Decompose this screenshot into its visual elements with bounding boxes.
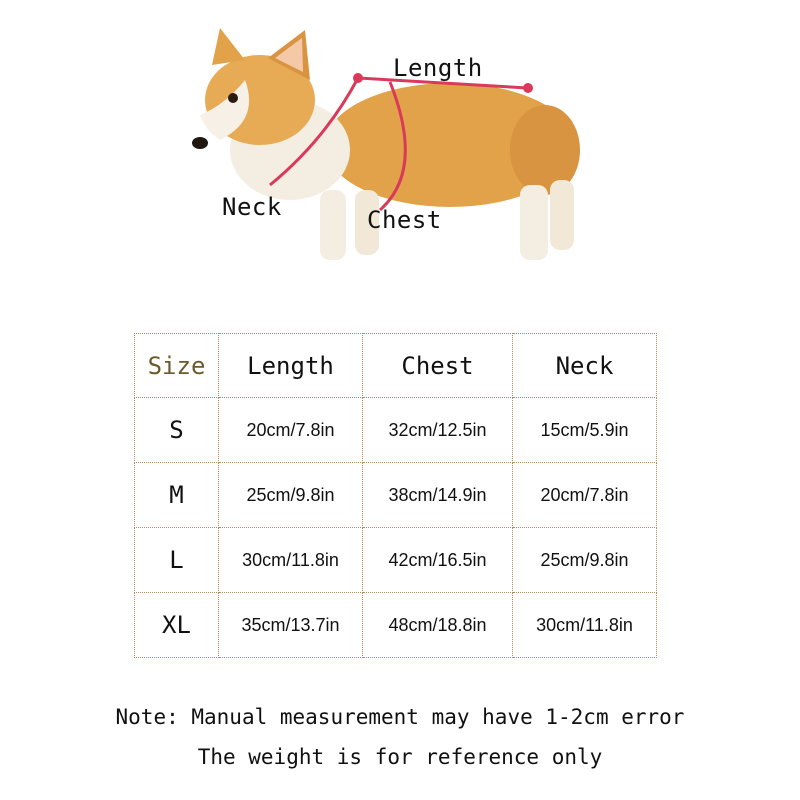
header-neck: Neck	[513, 334, 657, 398]
weight-reference-note: The weight is for reference only	[197, 745, 603, 769]
chest-cell: 42cm/16.5in	[363, 528, 513, 593]
size-chart-table	[134, 333, 657, 658]
header-size: Size	[135, 334, 219, 398]
dog-rear-leg-left	[520, 185, 548, 260]
dog-rear-leg-right	[550, 180, 574, 250]
header-length: Length	[219, 334, 363, 398]
length-cell: 20cm/7.8in	[219, 398, 363, 463]
length-end-dot	[523, 83, 533, 93]
neck-cell: 20cm/7.8in	[513, 463, 657, 528]
chest-cell: 48cm/18.8in	[363, 593, 513, 658]
corgi-measurement-diagram	[150, 20, 630, 280]
dog-left-ear	[212, 28, 245, 65]
length-cell: 25cm/9.8in	[219, 463, 363, 528]
length-cell: 35cm/13.7in	[219, 593, 363, 658]
table-row	[135, 593, 657, 658]
length-cell: 30cm/11.8in	[219, 528, 363, 593]
size-cell: XL	[135, 593, 219, 658]
neck-cell: 25cm/9.8in	[513, 528, 657, 593]
table-row	[135, 463, 657, 528]
size-cell: M	[135, 463, 219, 528]
table-header-row	[135, 334, 657, 398]
neck-cell: 15cm/5.9in	[513, 398, 657, 463]
length-label: Length	[393, 54, 483, 82]
size-cell: L	[135, 528, 219, 593]
table-row	[135, 398, 657, 463]
size-cell: S	[135, 398, 219, 463]
dog-rear	[510, 105, 580, 195]
dog-eye	[228, 93, 238, 103]
neck-cell: 30cm/11.8in	[513, 593, 657, 658]
dog-front-leg-left	[320, 190, 346, 260]
chest-label: Chest	[367, 206, 442, 234]
measurement-error-note: Note: Manual measurement may have 1-2cm error	[115, 705, 685, 729]
chest-cell: 32cm/12.5in	[363, 398, 513, 463]
neck-label: Neck	[222, 193, 282, 221]
corgi-illustration	[150, 20, 630, 280]
table-row	[135, 528, 657, 593]
chest-cell: 38cm/14.9in	[363, 463, 513, 528]
dog-nose	[192, 137, 208, 149]
header-chest: Chest	[363, 334, 513, 398]
